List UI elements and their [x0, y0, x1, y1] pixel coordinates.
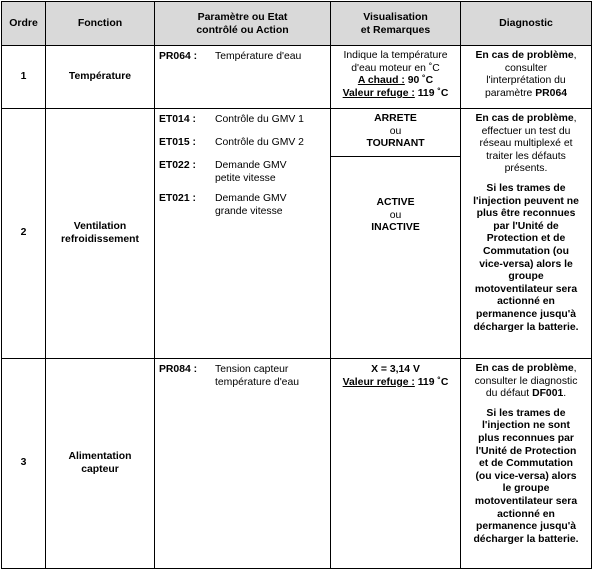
- diag-line: paramètre: [484, 87, 533, 99]
- row1-visualisation: [331, 46, 461, 109]
- row3-parametres: [155, 359, 331, 569]
- diag-line: Si les trames de: [486, 182, 566, 194]
- diag-paragraph-bold: [464, 408, 588, 547]
- diag-ref: DF001: [532, 388, 564, 400]
- row2-diagnostic: [461, 109, 592, 359]
- row3-visualisation: [331, 359, 461, 569]
- diag-line: , consulter: [504, 50, 577, 74]
- fonction-line2: refroidissement: [61, 233, 139, 245]
- diag-paragraph-bold: [464, 183, 588, 334]
- param-item: [159, 114, 326, 127]
- diag-line: l'Unité de Protection: [475, 445, 577, 457]
- header-parametre-line2: contrôlé ou Action: [196, 23, 289, 36]
- table-row: [2, 359, 592, 569]
- header-parametre: [155, 2, 331, 46]
- row2-parametres: [155, 109, 331, 359]
- param-label: Tension capteur: [215, 364, 289, 375]
- fonction-line2: capteur: [81, 463, 119, 475]
- fonction-line1: Ventilation: [73, 220, 127, 232]
- param-item: [159, 193, 326, 218]
- param-label: grande vitesse: [215, 205, 283, 217]
- header-diagnostic: Diagnostic: [461, 2, 592, 46]
- viz-state-group-b: [331, 157, 460, 235]
- row3-diagnostic: [461, 359, 592, 569]
- viz-ou: ou: [389, 125, 402, 137]
- row2-visualisation: [331, 109, 461, 359]
- diag-line: l'injection peuvent ne: [473, 195, 579, 207]
- diag-line: Si les trames de: [486, 407, 566, 419]
- diag-line: et de Commutation: [478, 458, 574, 470]
- viz-refuge-label: Valeur refuge :: [342, 87, 415, 99]
- param-label: Contrôle du GMV 1: [215, 114, 304, 125]
- header-fonction: Fonction: [46, 2, 155, 46]
- row2-ordre: 2: [2, 109, 46, 359]
- param-label: petite vitesse: [215, 172, 276, 184]
- diag-line: décharger la batterie.: [473, 321, 579, 333]
- diag-line: groupe: [508, 271, 544, 283]
- param-label: Contrôle du GMV 2: [215, 136, 304, 148]
- diag-line: l'interprétation du: [486, 75, 566, 87]
- header-visualisation-line2: et Remarques: [360, 23, 431, 36]
- param-code: PR084 :: [159, 364, 198, 375]
- diag-line: traiter les défauts: [486, 150, 566, 162]
- header-visualisation-line1: Visualisation: [363, 10, 428, 23]
- param-code: PR064 :: [159, 51, 198, 62]
- param-item: [159, 137, 326, 150]
- diag-line: présents.: [504, 163, 548, 175]
- viz-refuge: [334, 88, 457, 101]
- diag-line: l'injection ne sont: [482, 420, 570, 432]
- header-row: [2, 2, 592, 46]
- viz-x-value: X = 3,14 V: [371, 364, 420, 375]
- diag-line: consulter le diagnostic: [474, 375, 578, 387]
- param-code: ET022 :: [159, 160, 196, 172]
- row1-diagnostic: [461, 46, 592, 109]
- viz-refuge: [334, 377, 457, 390]
- viz-chaud: [334, 75, 457, 88]
- row1-fonction: Température: [46, 46, 155, 109]
- diag-line: motoventilateur sera: [474, 495, 578, 507]
- diag-line: plus être reconnues: [476, 208, 576, 220]
- fonction-line1: Alimentation: [68, 450, 132, 462]
- diag-line: permanence jusqu'à: [475, 521, 577, 533]
- diag-line: permanence jusqu'à: [475, 308, 577, 320]
- param-code: ET015 :: [159, 136, 196, 148]
- diag-line: par l'Unité de: [493, 220, 559, 232]
- diag-line: décharger la batterie.: [473, 533, 579, 545]
- diag-bold: En cas de problème: [475, 113, 574, 124]
- diag-ref: PR064: [535, 87, 568, 99]
- header-ordre: Ordre: [2, 2, 46, 46]
- row1-ordre: 1: [2, 46, 46, 109]
- diag-line: plus reconnues par: [478, 432, 574, 444]
- param-item: [159, 364, 326, 389]
- diag-line: effectuer un test du: [481, 125, 571, 137]
- diag-line: actionné en: [497, 508, 555, 520]
- viz-state: ACTIVE: [376, 197, 415, 208]
- row3-fonction: [46, 359, 155, 569]
- viz-state: INACTIVE: [371, 222, 420, 234]
- diag-line: réseau multiplexé et: [479, 138, 573, 150]
- param-code: ET021 :: [159, 193, 196, 205]
- param-item: [159, 51, 326, 64]
- diag-bold: En cas de problème: [475, 50, 574, 61]
- param-code: ET014 :: [159, 114, 196, 125]
- table-row: [2, 109, 592, 359]
- viz-chaud-value: 90 ˚C: [407, 75, 434, 87]
- viz-state: TOURNANT: [366, 138, 425, 150]
- row1-parametres: [155, 46, 331, 109]
- diag-line: motoventilateur sera: [474, 283, 578, 295]
- diag-line: du défaut: [485, 388, 530, 400]
- param-label: température d'eau: [215, 376, 300, 388]
- viz-chaud-label: A chaud :: [357, 75, 405, 87]
- param-label: Demande GMV: [215, 160, 287, 172]
- viz-line: d'eau moteur en ˚C: [351, 62, 440, 74]
- diag-line: (ou vice-versa) alors: [475, 470, 577, 482]
- viz-refuge-value: 119 ˚C: [417, 87, 449, 99]
- param-label: Demande GMV: [215, 193, 287, 205]
- viz-state-group-a: [331, 109, 460, 157]
- diag-line: le groupe: [502, 483, 550, 495]
- param-item: [159, 160, 326, 185]
- viz-refuge-value: 119 ˚C: [417, 376, 449, 388]
- header-parametre-line1: Paramètre ou Etat: [197, 10, 288, 23]
- diagnostic-table: [1, 1, 592, 569]
- viz-refuge-label: Valeur refuge :: [342, 376, 415, 388]
- diag-paragraph: En cas de problème, consulter le diagnostic du défaut DF001.: [474, 363, 578, 400]
- viz-line: Indique la température: [343, 50, 448, 61]
- row2-fonction: [46, 109, 155, 359]
- diag-line: Commutation (ou: [483, 245, 569, 257]
- diag-line: Protection et de: [486, 233, 566, 245]
- viz-state: ARRETE: [374, 113, 417, 124]
- row3-ordre: 3: [2, 359, 46, 569]
- diag-bold: En cas de problème: [475, 363, 574, 374]
- header-visualisation: [331, 2, 461, 46]
- table-row: [2, 46, 592, 109]
- diag-paragraph: En cas de problème, effectuer un test du réseau multiplexé et traiter les défauts présents.: [475, 113, 577, 175]
- diag-line: actionné en: [497, 296, 555, 308]
- param-label: Température d'eau: [215, 51, 302, 62]
- diag-line: vice-versa) alors le: [479, 258, 573, 270]
- viz-ou: ou: [389, 209, 402, 221]
